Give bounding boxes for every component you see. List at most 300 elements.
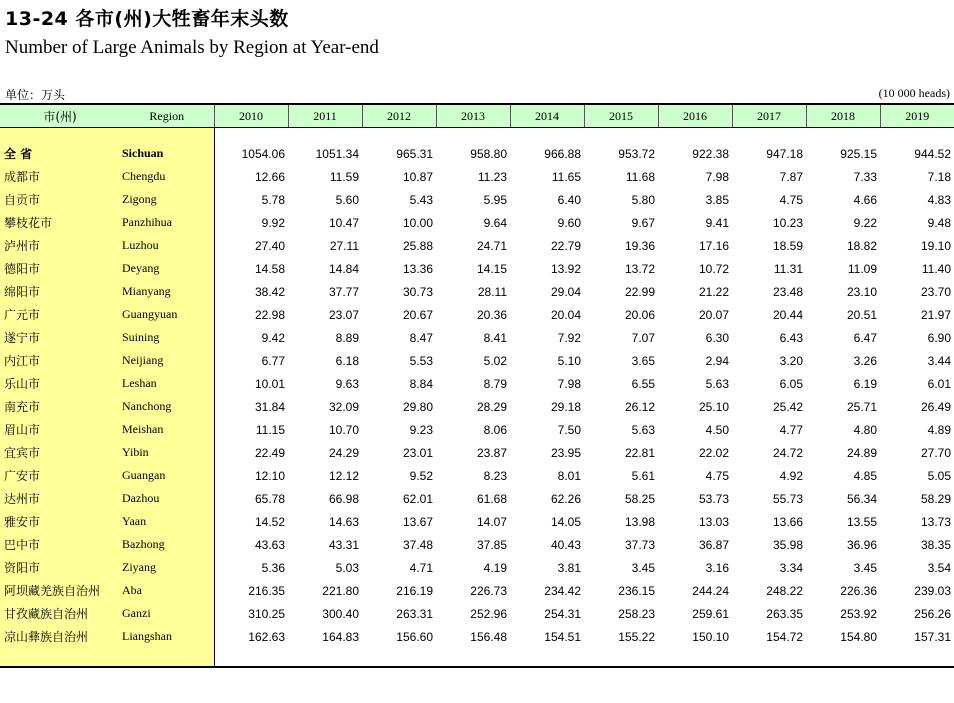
region-name-en: Guangyuan bbox=[120, 303, 214, 326]
region-name-en: Bazhong bbox=[120, 533, 214, 556]
value-cell: 253.92 bbox=[840, 606, 877, 621]
value-cell: 9.60 bbox=[557, 215, 581, 230]
value-cell: 947.18 bbox=[766, 146, 803, 161]
value-cell: 154.72 bbox=[766, 629, 803, 644]
region-name-en: Dazhou bbox=[120, 487, 214, 510]
value-cell: 13.72 bbox=[624, 261, 655, 276]
value-cell: 10.47 bbox=[328, 215, 359, 230]
table-bottom-rule bbox=[0, 666, 954, 668]
value-cell: 3.34 bbox=[779, 560, 803, 575]
value-cell: 4.80 bbox=[853, 422, 877, 437]
value-cell: 7.92 bbox=[557, 330, 581, 345]
table-row bbox=[0, 441, 954, 464]
region-name-cn: 成都市 bbox=[0, 165, 120, 188]
value-cell: 221.80 bbox=[322, 583, 359, 598]
value-cell: 3.85 bbox=[705, 192, 729, 207]
value-cell: 3.26 bbox=[853, 353, 877, 368]
value-cell: 259.61 bbox=[692, 606, 729, 621]
value-cell: 22.81 bbox=[624, 445, 655, 460]
value-cell: 5.43 bbox=[409, 192, 433, 207]
value-cell: 6.05 bbox=[779, 376, 803, 391]
spacer-row bbox=[0, 648, 954, 668]
value-cell: 244.24 bbox=[692, 583, 729, 598]
region-name-en: Luzhou bbox=[120, 234, 214, 257]
value-cell: 3.44 bbox=[927, 353, 951, 368]
value-cell: 21.97 bbox=[920, 307, 951, 322]
value-cell: 5.36 bbox=[261, 560, 285, 575]
value-cell: 4.19 bbox=[483, 560, 507, 575]
value-cell: 36.96 bbox=[846, 537, 877, 552]
value-cell: 9.52 bbox=[409, 468, 433, 483]
header-row bbox=[0, 104, 954, 128]
value-cell: 20.36 bbox=[476, 307, 507, 322]
table-row bbox=[0, 257, 954, 280]
value-cell: 4.77 bbox=[779, 422, 803, 437]
value-cell: 26.49 bbox=[920, 399, 951, 414]
value-cell: 4.89 bbox=[927, 422, 951, 437]
region-name-cn: 眉山市 bbox=[0, 418, 120, 441]
value-cell: 58.29 bbox=[920, 491, 951, 506]
value-cell: 14.05 bbox=[550, 514, 581, 529]
value-cell: 8.23 bbox=[483, 468, 507, 483]
value-cell: 18.59 bbox=[772, 238, 803, 253]
value-cell: 164.83 bbox=[322, 629, 359, 644]
total-row bbox=[0, 142, 954, 165]
header-year: 2018 bbox=[806, 104, 880, 128]
value-cell: 38.42 bbox=[254, 284, 285, 299]
value-cell: 27.40 bbox=[254, 238, 285, 253]
value-cell: 29.04 bbox=[550, 284, 581, 299]
region-name-cn: 雅安市 bbox=[0, 510, 120, 533]
region-name-en: Liangshan bbox=[120, 625, 214, 648]
spacer-cell bbox=[214, 648, 954, 668]
value-cell: 7.87 bbox=[779, 169, 803, 184]
value-cell: 6.30 bbox=[705, 330, 729, 345]
value-cell: 258.23 bbox=[618, 606, 655, 621]
value-cell: 7.50 bbox=[557, 422, 581, 437]
value-cell: 17.16 bbox=[698, 238, 729, 253]
value-cell: 263.35 bbox=[766, 606, 803, 621]
value-cell: 10.01 bbox=[254, 376, 285, 391]
value-cell: 5.53 bbox=[409, 353, 433, 368]
page-title-chinese: 13-24 各市(州)大牲畜年末头数 bbox=[5, 8, 289, 30]
region-name-en: Deyang bbox=[120, 257, 214, 280]
value-cell: 6.01 bbox=[927, 376, 951, 391]
region-name-cn: 自贡市 bbox=[0, 188, 120, 211]
table-row bbox=[0, 211, 954, 234]
value-cell: 5.78 bbox=[261, 192, 285, 207]
value-cell: 22.99 bbox=[624, 284, 655, 299]
table-row bbox=[0, 487, 954, 510]
value-cell: 43.31 bbox=[328, 537, 359, 552]
region-name-en: Panzhihua bbox=[120, 211, 214, 234]
unit-label-chinese: 单位：万头 bbox=[5, 88, 66, 102]
value-cell: 11.65 bbox=[551, 169, 581, 184]
value-cell: 61.68 bbox=[476, 491, 507, 506]
value-cell: 150.10 bbox=[692, 629, 729, 644]
value-cell: 8.01 bbox=[557, 468, 581, 483]
spacer-row bbox=[0, 128, 954, 143]
value-cell: 53.73 bbox=[698, 491, 729, 506]
value-cell: 29.80 bbox=[402, 399, 433, 414]
value-cell: 40.43 bbox=[550, 537, 581, 552]
value-cell: 32.09 bbox=[328, 399, 359, 414]
value-cell: 9.22 bbox=[853, 215, 877, 230]
table-body bbox=[0, 128, 954, 669]
region-name-cn: 攀枝花市 bbox=[0, 211, 120, 234]
value-cell: 154.80 bbox=[840, 629, 877, 644]
value-cell: 23.70 bbox=[920, 284, 951, 299]
table-row bbox=[0, 556, 954, 579]
region-name-cn: 南充市 bbox=[0, 395, 120, 418]
value-cell: 157.31 bbox=[914, 629, 951, 644]
value-cell: 3.20 bbox=[779, 353, 803, 368]
value-cell: 6.55 bbox=[631, 376, 655, 391]
value-cell: 25.42 bbox=[772, 399, 803, 414]
value-cell: 55.73 bbox=[772, 491, 803, 506]
value-cell: 4.85 bbox=[853, 468, 877, 483]
value-cell: 20.51 bbox=[846, 307, 877, 322]
value-cell: 20.06 bbox=[624, 307, 655, 322]
value-cell: 30.73 bbox=[402, 284, 433, 299]
value-cell: 958.80 bbox=[470, 146, 507, 161]
value-cell: 5.61 bbox=[631, 468, 655, 483]
value-cell: 37.48 bbox=[402, 537, 433, 552]
spacer-cell bbox=[120, 648, 214, 668]
value-cell: 9.64 bbox=[483, 215, 507, 230]
table-row bbox=[0, 165, 954, 188]
value-cell: 3.81 bbox=[557, 560, 581, 575]
table-row bbox=[0, 625, 954, 648]
value-cell: 300.40 bbox=[322, 606, 359, 621]
value-cell: 14.15 bbox=[476, 261, 507, 276]
region-name-en: Aba bbox=[120, 579, 214, 602]
value-cell: 156.48 bbox=[470, 629, 507, 644]
livestock-table bbox=[0, 103, 954, 668]
value-cell: 21.22 bbox=[698, 284, 729, 299]
spacer-cell bbox=[120, 128, 214, 143]
value-cell: 23.07 bbox=[328, 307, 359, 322]
spacer-cell bbox=[0, 128, 120, 143]
region-name-cn: 内江市 bbox=[0, 349, 120, 372]
value-cell: 66.98 bbox=[328, 491, 359, 506]
value-cell: 6.43 bbox=[779, 330, 803, 345]
value-cell: 7.33 bbox=[853, 169, 877, 184]
value-cell: 31.84 bbox=[254, 399, 285, 414]
value-cell: 14.84 bbox=[328, 261, 359, 276]
region-name-cn: 遂宁市 bbox=[0, 326, 120, 349]
value-cell: 925.15 bbox=[840, 146, 877, 161]
value-cell: 162.63 bbox=[248, 629, 285, 644]
value-cell: 4.66 bbox=[853, 192, 877, 207]
value-cell: 4.75 bbox=[779, 192, 803, 207]
value-cell: 8.79 bbox=[483, 376, 507, 391]
value-cell: 13.98 bbox=[624, 514, 655, 529]
value-cell: 43.63 bbox=[254, 537, 285, 552]
value-cell: 10.00 bbox=[402, 215, 433, 230]
value-cell: 944.52 bbox=[914, 146, 951, 161]
region-name-cn: 绵阳市 bbox=[0, 280, 120, 303]
value-cell: 18.82 bbox=[846, 238, 877, 253]
table-row bbox=[0, 234, 954, 257]
value-cell: 5.80 bbox=[631, 192, 655, 207]
value-cell: 20.44 bbox=[772, 307, 803, 322]
region-name-cn: 达州市 bbox=[0, 487, 120, 510]
value-cell: 2.94 bbox=[705, 353, 729, 368]
value-cell: 6.47 bbox=[853, 330, 877, 345]
table-row bbox=[0, 280, 954, 303]
region-name-cn: 凉山彝族自治州 bbox=[0, 625, 120, 648]
value-cell: 22.79 bbox=[550, 238, 581, 253]
value-cell: 19.36 bbox=[624, 238, 655, 253]
value-cell: 8.06 bbox=[483, 422, 507, 437]
value-cell: 37.85 bbox=[476, 537, 507, 552]
value-cell: 9.92 bbox=[261, 215, 285, 230]
value-cell: 6.40 bbox=[557, 192, 581, 207]
table-row bbox=[0, 602, 954, 625]
header-year: 2010 bbox=[214, 104, 288, 128]
value-cell: 26.12 bbox=[624, 399, 655, 414]
value-cell: 25.10 bbox=[698, 399, 729, 414]
value-cell: 3.65 bbox=[631, 353, 655, 368]
value-cell: 23.87 bbox=[476, 445, 507, 460]
header-region-en: Region bbox=[120, 104, 214, 128]
header-year: 2014 bbox=[510, 104, 584, 128]
value-cell: 14.63 bbox=[328, 514, 359, 529]
value-cell: 14.07 bbox=[476, 514, 507, 529]
value-cell: 11.31 bbox=[773, 261, 803, 276]
value-cell: 25.71 bbox=[846, 399, 877, 414]
value-cell: 29.18 bbox=[550, 399, 581, 414]
data-table-container bbox=[0, 103, 954, 668]
value-cell: 4.92 bbox=[779, 468, 803, 483]
header-year: 2013 bbox=[436, 104, 510, 128]
region-name-cn: 宜宾市 bbox=[0, 441, 120, 464]
value-cell: 966.88 bbox=[544, 146, 581, 161]
region-name-cn: 阿坝藏羌族自治州 bbox=[0, 579, 120, 602]
value-cell: 35.98 bbox=[772, 537, 803, 552]
value-cell: 9.48 bbox=[927, 215, 951, 230]
value-cell: 62.01 bbox=[402, 491, 433, 506]
value-cell: 5.10 bbox=[557, 353, 581, 368]
value-cell: 62.26 bbox=[550, 491, 581, 506]
region-name-cn: 甘孜藏族自治州 bbox=[0, 602, 120, 625]
region-name-cn: 广安市 bbox=[0, 464, 120, 487]
header-year: 2017 bbox=[732, 104, 806, 128]
value-cell: 1051.34 bbox=[315, 146, 359, 161]
value-cell: 9.63 bbox=[335, 376, 359, 391]
value-cell: 13.03 bbox=[698, 514, 729, 529]
value-cell: 3.16 bbox=[705, 560, 729, 575]
header-region-cn: 市(州) bbox=[0, 104, 120, 128]
region-name-en: Yibin bbox=[120, 441, 214, 464]
value-cell: 13.67 bbox=[402, 514, 433, 529]
region-name-en: Leshan bbox=[120, 372, 214, 395]
table-row bbox=[0, 533, 954, 556]
value-cell: 10.72 bbox=[698, 261, 729, 276]
value-cell: 5.02 bbox=[483, 353, 507, 368]
value-cell: 22.02 bbox=[698, 445, 729, 460]
value-cell: 13.36 bbox=[402, 261, 433, 276]
value-cell: 226.36 bbox=[840, 583, 877, 598]
value-cell: 234.42 bbox=[544, 583, 581, 598]
value-cell: 11.59 bbox=[329, 169, 359, 184]
value-cell: 13.73 bbox=[920, 514, 951, 529]
value-cell: 24.72 bbox=[772, 445, 803, 460]
value-cell: 3.45 bbox=[631, 560, 655, 575]
value-cell: 23.01 bbox=[402, 445, 433, 460]
value-cell: 252.96 bbox=[470, 606, 507, 621]
table-row bbox=[0, 349, 954, 372]
value-cell: 7.18 bbox=[927, 169, 951, 184]
value-cell: 953.72 bbox=[618, 146, 655, 161]
value-cell: 3.54 bbox=[927, 560, 951, 575]
region-name-en: Chengdu bbox=[120, 165, 214, 188]
value-cell: 4.50 bbox=[705, 422, 729, 437]
value-cell: 65.78 bbox=[254, 491, 285, 506]
value-cell: 20.67 bbox=[402, 307, 433, 322]
value-cell: 5.63 bbox=[631, 422, 655, 437]
table-row bbox=[0, 326, 954, 349]
value-cell: 5.03 bbox=[335, 560, 359, 575]
region-name-en: Sichuan bbox=[120, 142, 214, 165]
value-cell: 5.60 bbox=[335, 192, 359, 207]
value-cell: 14.52 bbox=[254, 514, 285, 529]
value-cell: 216.19 bbox=[396, 583, 433, 598]
value-cell: 12.10 bbox=[254, 468, 285, 483]
value-cell: 20.07 bbox=[698, 307, 729, 322]
value-cell: 7.98 bbox=[705, 169, 729, 184]
value-cell: 28.29 bbox=[476, 399, 507, 414]
value-cell: 4.83 bbox=[927, 192, 951, 207]
value-cell: 310.25 bbox=[248, 606, 285, 621]
value-cell: 7.98 bbox=[557, 376, 581, 391]
value-cell: 9.67 bbox=[631, 215, 655, 230]
unit-label-english: (10 000 heads) bbox=[878, 86, 950, 100]
value-cell: 7.07 bbox=[631, 330, 655, 345]
region-name-en: Meishan bbox=[120, 418, 214, 441]
table-row bbox=[0, 395, 954, 418]
region-name-en: Neijiang bbox=[120, 349, 214, 372]
region-name-en: Guangan bbox=[120, 464, 214, 487]
value-cell: 37.77 bbox=[328, 284, 359, 299]
value-cell: 11.09 bbox=[847, 261, 877, 276]
value-cell: 13.66 bbox=[772, 514, 803, 529]
value-cell: 11.40 bbox=[921, 261, 951, 276]
value-cell: 12.12 bbox=[328, 468, 359, 483]
value-cell: 10.70 bbox=[328, 422, 359, 437]
value-cell: 27.11 bbox=[329, 238, 359, 253]
table-row bbox=[0, 510, 954, 533]
value-cell: 216.35 bbox=[248, 583, 285, 598]
value-cell: 24.89 bbox=[846, 445, 877, 460]
page-title-english: Number of Large Animals by Region at Year-end bbox=[5, 37, 379, 58]
header-year: 2015 bbox=[584, 104, 658, 128]
header-year: 2012 bbox=[362, 104, 436, 128]
value-cell: 248.22 bbox=[766, 583, 803, 598]
region-name-en: Mianyang bbox=[120, 280, 214, 303]
region-name-en: Ganzi bbox=[120, 602, 214, 625]
region-name-cn: 全 省 bbox=[0, 142, 120, 165]
value-cell: 1054.06 bbox=[241, 146, 285, 161]
value-cell: 6.90 bbox=[927, 330, 951, 345]
header-year: 2016 bbox=[658, 104, 732, 128]
value-cell: 9.42 bbox=[261, 330, 285, 345]
region-name-cn: 泸州市 bbox=[0, 234, 120, 257]
region-name-en: Zigong bbox=[120, 188, 214, 211]
value-cell: 24.71 bbox=[476, 238, 507, 253]
value-cell: 922.38 bbox=[692, 146, 729, 161]
value-cell: 24.29 bbox=[328, 445, 359, 460]
value-cell: 6.77 bbox=[261, 353, 285, 368]
spacer-cell bbox=[0, 648, 120, 668]
value-cell: 6.19 bbox=[853, 376, 877, 391]
value-cell: 226.73 bbox=[470, 583, 507, 598]
value-cell: 236.15 bbox=[618, 583, 655, 598]
value-cell: 8.84 bbox=[409, 376, 433, 391]
value-cell: 4.71 bbox=[409, 560, 433, 575]
value-cell: 10.87 bbox=[402, 169, 433, 184]
value-cell: 5.05 bbox=[927, 468, 951, 483]
value-cell: 155.22 bbox=[618, 629, 655, 644]
spacer-cell bbox=[214, 128, 954, 143]
table-row bbox=[0, 418, 954, 441]
value-cell: 5.95 bbox=[483, 192, 507, 207]
value-cell: 14.58 bbox=[254, 261, 285, 276]
value-cell: 23.95 bbox=[550, 445, 581, 460]
value-cell: 9.23 bbox=[409, 422, 433, 437]
value-cell: 20.04 bbox=[550, 307, 581, 322]
value-cell: 154.51 bbox=[544, 629, 581, 644]
region-name-en: Nanchong bbox=[120, 395, 214, 418]
value-cell: 37.73 bbox=[624, 537, 655, 552]
value-cell: 3.45 bbox=[853, 560, 877, 575]
region-name-en: Ziyang bbox=[120, 556, 214, 579]
value-cell: 13.55 bbox=[846, 514, 877, 529]
value-cell: 239.03 bbox=[914, 583, 951, 598]
value-cell: 8.89 bbox=[335, 330, 359, 345]
value-cell: 38.35 bbox=[920, 537, 951, 552]
value-cell: 13.92 bbox=[550, 261, 581, 276]
region-name-cn: 广元市 bbox=[0, 303, 120, 326]
value-cell: 156.60 bbox=[396, 629, 433, 644]
value-cell: 6.18 bbox=[335, 353, 359, 368]
value-cell: 8.47 bbox=[409, 330, 433, 345]
value-cell: 11.15 bbox=[255, 422, 285, 437]
value-cell: 58.25 bbox=[624, 491, 655, 506]
value-cell: 19.10 bbox=[920, 238, 951, 253]
value-cell: 9.41 bbox=[705, 215, 729, 230]
value-cell: 965.31 bbox=[396, 146, 433, 161]
value-cell: 254.31 bbox=[544, 606, 581, 621]
value-cell: 25.88 bbox=[402, 238, 433, 253]
value-cell: 28.11 bbox=[477, 284, 507, 299]
table-row bbox=[0, 372, 954, 395]
value-cell: 10.23 bbox=[772, 215, 803, 230]
table-row bbox=[0, 303, 954, 326]
value-cell: 36.87 bbox=[698, 537, 729, 552]
table-row bbox=[0, 464, 954, 487]
value-cell: 256.26 bbox=[914, 606, 951, 621]
value-cell: 23.48 bbox=[772, 284, 803, 299]
region-name-en: Suining bbox=[120, 326, 214, 349]
region-name-en: Yaan bbox=[120, 510, 214, 533]
value-cell: 4.75 bbox=[705, 468, 729, 483]
region-name-cn: 乐山市 bbox=[0, 372, 120, 395]
value-cell: 23.10 bbox=[846, 284, 877, 299]
region-name-cn: 资阳市 bbox=[0, 556, 120, 579]
header-year: 2019 bbox=[880, 104, 954, 128]
